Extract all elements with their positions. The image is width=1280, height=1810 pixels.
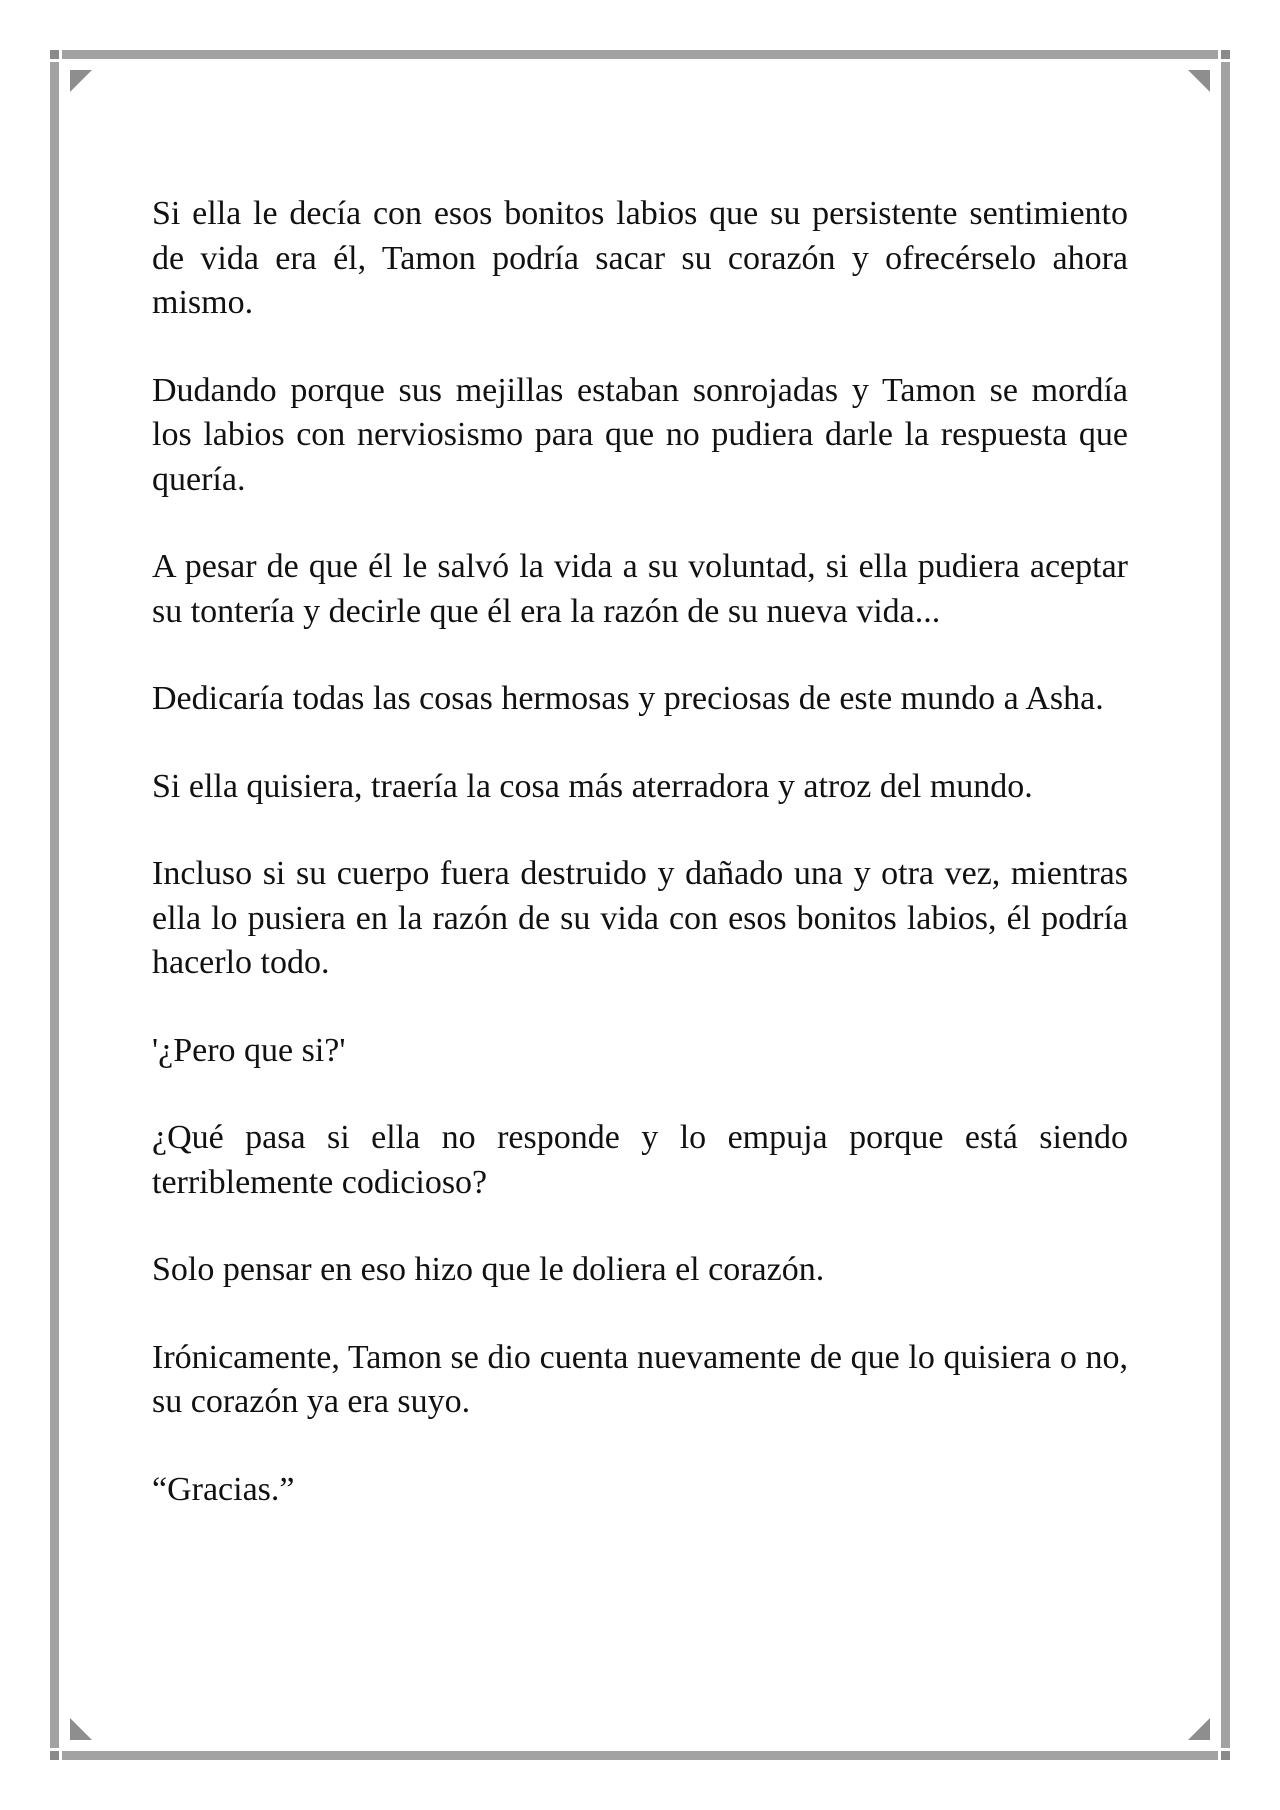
paragraph: Irónicamente, Tamon se dio cuenta nuevamente de que lo quisiera o no, su corazón ya era suyo. bbox=[152, 1338, 1128, 1420]
paragraph: Dudando porque sus mejillas estaban sonrojadas y Tamon se mordía los labios con nerviosismo para que no pudiera darle la respuesta que quería. bbox=[152, 371, 1128, 498]
corner-ornament-bottom-right bbox=[1188, 1718, 1210, 1740]
paragraph: ¿Qué pasa si ella no responde y lo empuja porque está siendo terriblemente codicioso? bbox=[152, 1119, 1128, 1201]
paragraph: Si ella quisiera, traería la cosa más aterradora y atroz del mundo. bbox=[152, 767, 1033, 805]
paragraph: “Gracias.” bbox=[152, 1470, 295, 1508]
corner-ornament-top-left bbox=[70, 70, 92, 92]
document-body bbox=[152, 192, 1128, 1512]
paragraph: A pesar de que él le salvó la vida a su voluntad, si ella pudiera aceptar su tontería y decirle que él era la razón de su nueva vida... bbox=[152, 548, 1128, 630]
paragraph: Incluso si su cuerpo fuera destruido y dañado una y otra vez, mientras ella lo pusiera en la razón de su vida con esos bonitos labios, él podría hacerlo todo. bbox=[152, 855, 1128, 981]
corner-ornament-bottom-left bbox=[70, 1718, 92, 1740]
paragraph: Solo pensar en eso hizo que le doliera el corazón. bbox=[152, 1251, 825, 1288]
paragraph: '¿Pero que si?' bbox=[152, 1031, 346, 1069]
paragraph: Dedicaría todas las cosas hermosas y preciosas de este mundo a Asha. bbox=[152, 680, 1104, 717]
corner-ornament-top-right bbox=[1188, 70, 1210, 92]
paragraph: Si ella le decía con esos bonitos labios que su persistente sentimiento de vida era él, Tamon podría sacar su corazón y ofrecérselo ahora mismo. bbox=[152, 195, 1128, 321]
